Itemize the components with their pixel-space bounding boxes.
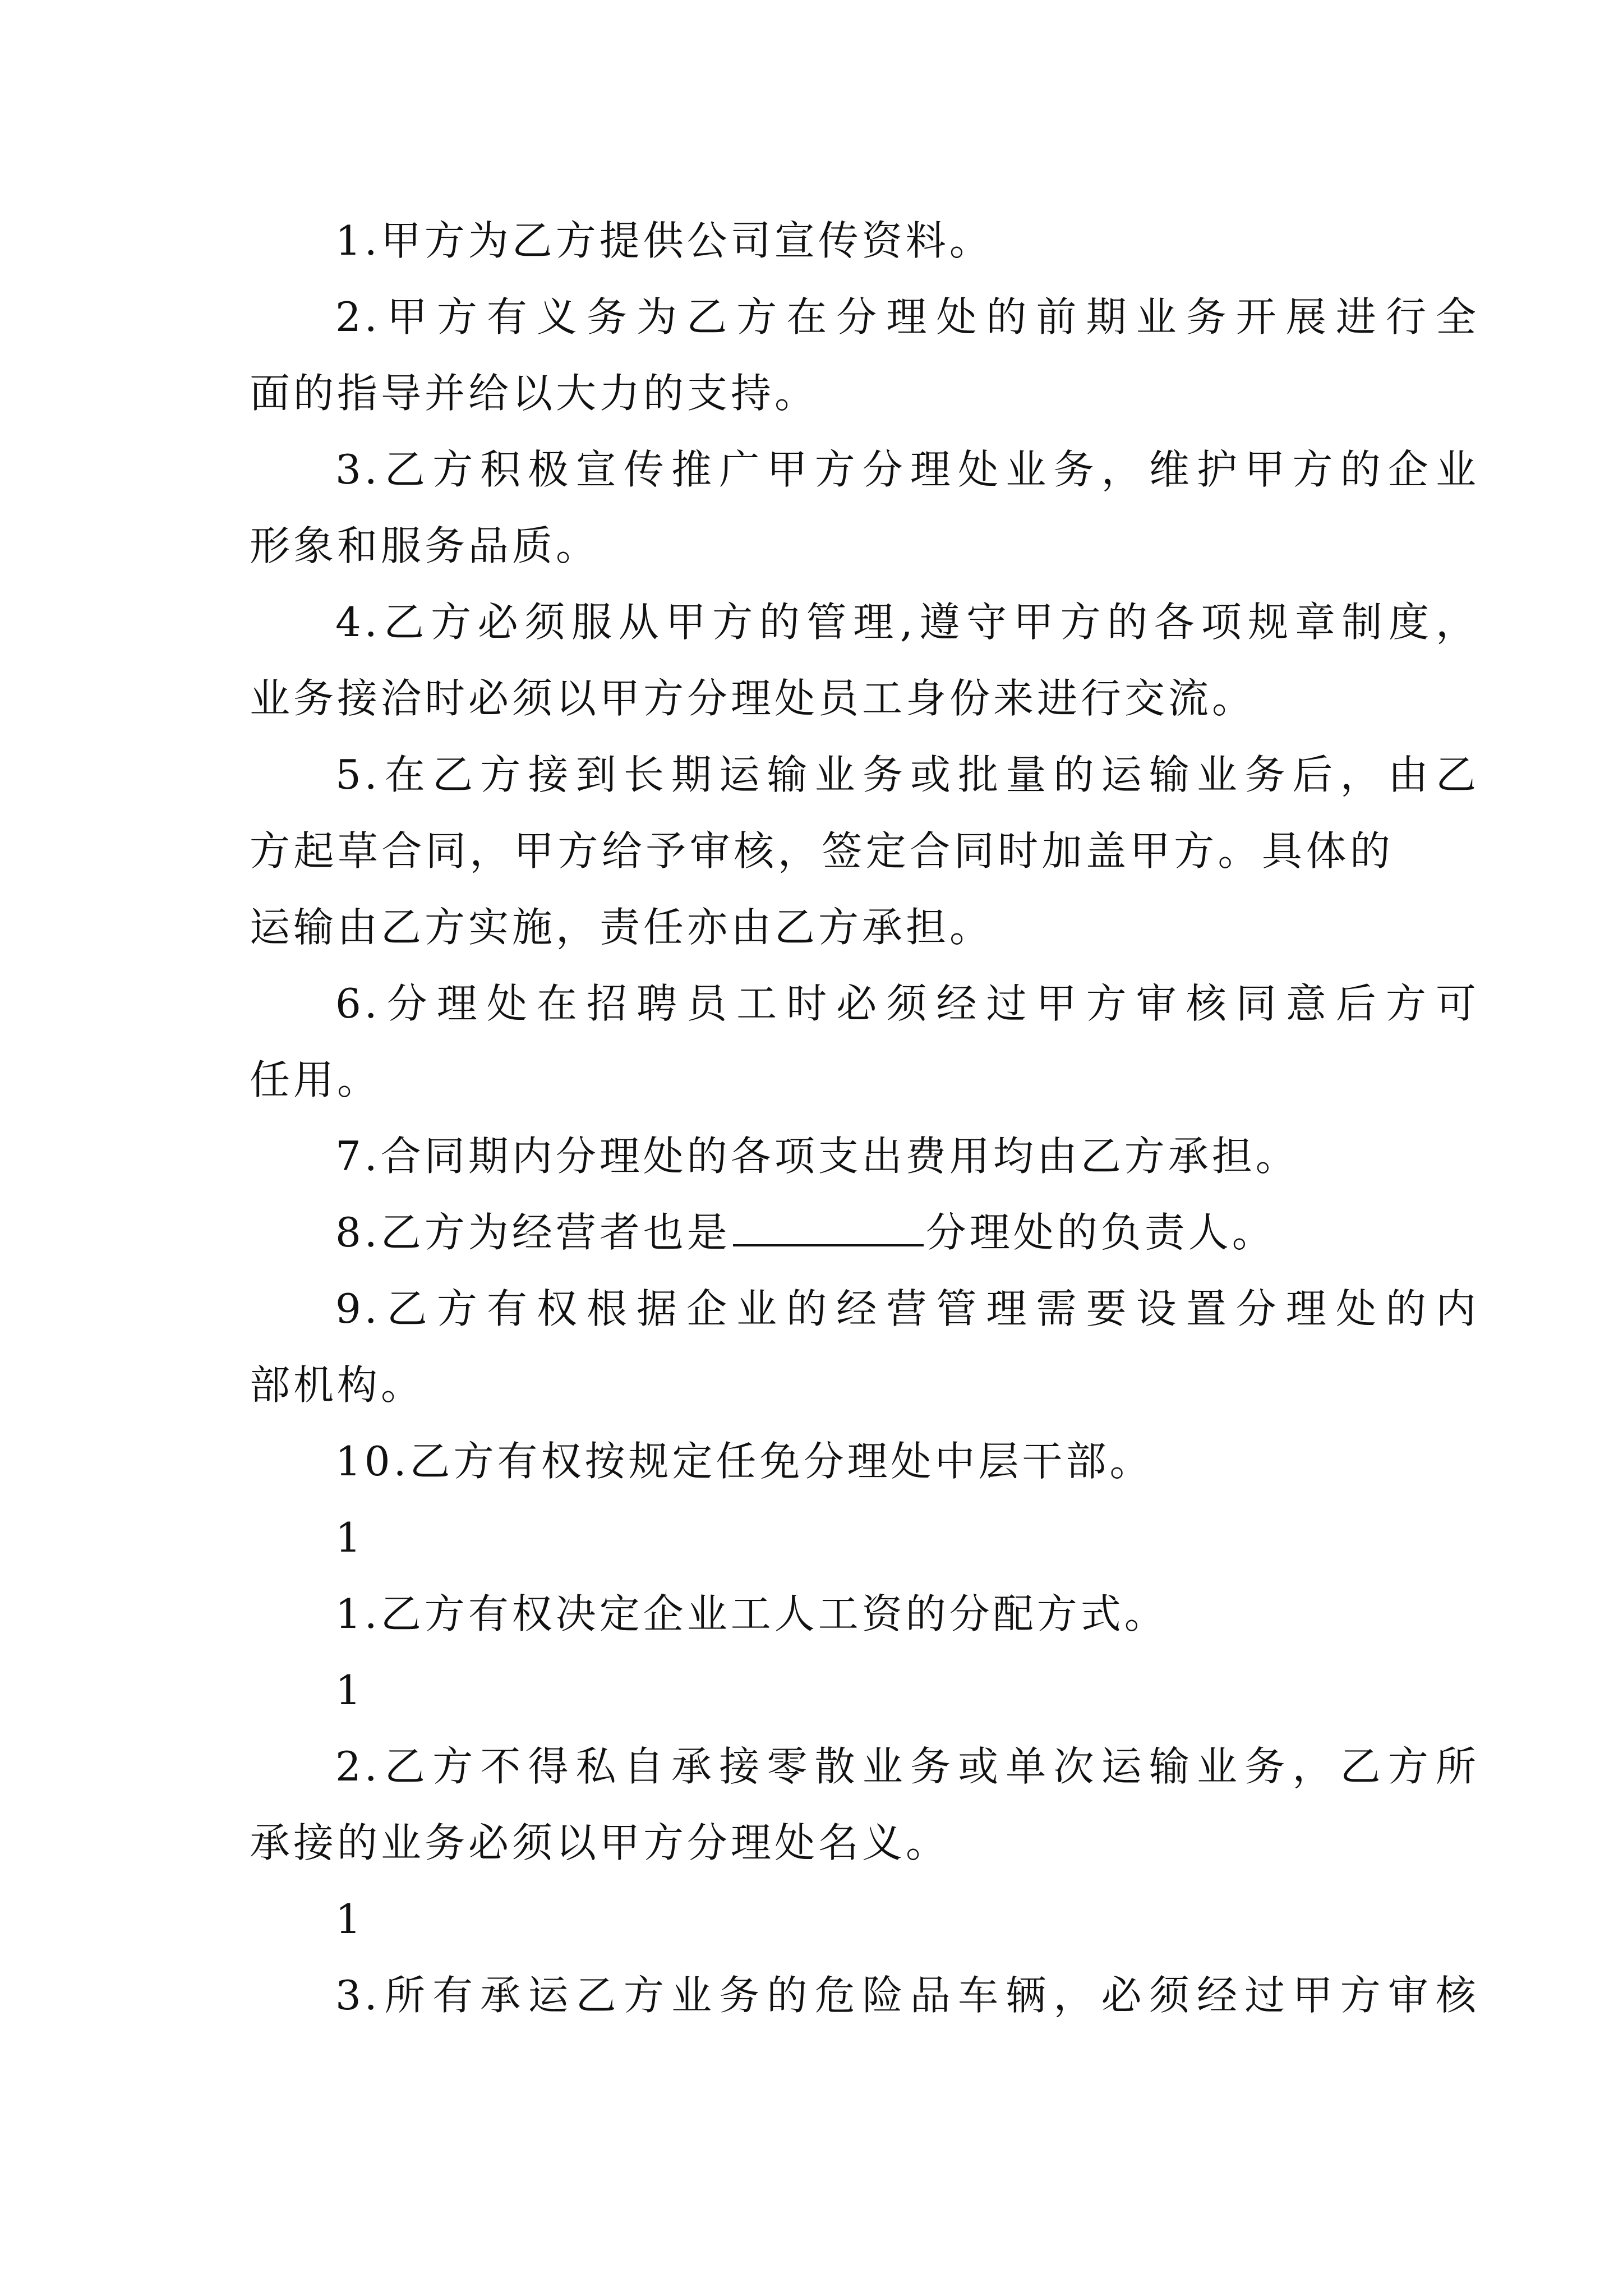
clause-4-line-1: 4.乙方必须服从甲方的管理,遵守甲方的各项规章制度， bbox=[335, 599, 1479, 646]
clause-5-line-1: 5.在乙方接到长期运输业务或批量的运输业务后，由乙 bbox=[335, 751, 1479, 798]
clause-1: 1.甲方为乙方提供公司宣传资料。 bbox=[335, 217, 993, 264]
clause-3-line-1: 3.乙方积极宣传推广甲方分理处业务，维护甲方的企业 bbox=[335, 446, 1479, 493]
clause-10: 10.乙方有权按规定任免分理处中层干部。 bbox=[335, 1438, 1154, 1485]
clause-11: 1.乙方有权决定企业工人工资的分配方式。 bbox=[335, 1590, 1168, 1637]
clause-6-line-1: 6.分理处在招聘员工时必须经过甲方审核同意后方可 bbox=[335, 980, 1479, 1027]
clause-13-line-1: 3.所有承运乙方业务的危险品车辆，必须经过甲方审核 bbox=[335, 1972, 1479, 2019]
clause-6-line-2: 任用。 bbox=[250, 1056, 381, 1103]
page-fragment-3: 1 bbox=[335, 1895, 365, 1943]
clause-12-line-2: 承接的业务必须以甲方分理处名义。 bbox=[250, 1819, 950, 1866]
fill-in-blank bbox=[733, 1212, 924, 1246]
clause-2-line-2: 面的指导并给以大力的支持。 bbox=[250, 370, 819, 417]
clause-3-line-2: 形象和服务品质。 bbox=[250, 522, 600, 569]
clause-9-line-2: 部机构。 bbox=[250, 1361, 425, 1409]
clause-5-line-3: 运输由乙方实施，责任亦由乙方承担。 bbox=[250, 904, 994, 951]
clause-12-line-1: 2.乙方不得私自承接零散业务或单次运输业务，乙方所 bbox=[335, 1743, 1479, 1790]
clause-2-line-1: 2.甲方有义务为乙方在分理处的前期业务开展进行全 bbox=[335, 293, 1479, 341]
clause-7: 7.合同期内分理处的各项支出费用均由乙方承担。 bbox=[335, 1133, 1299, 1180]
clause-8 bbox=[335, 1202, 1479, 1263]
clause-8-after-blank: 分理处的负责人。 bbox=[925, 1209, 1276, 1256]
page-fragment-1: 1 bbox=[335, 1514, 365, 1561]
clause-5-line-2: 方起草合同，甲方给予审核，签定合同时加盖甲方。具体的 bbox=[250, 827, 1394, 875]
clause-4-line-2: 业务接洽时必须以甲方分理处员工身份来进行交流。 bbox=[250, 675, 1256, 722]
page-fragment-2: 1 bbox=[335, 1667, 365, 1714]
clause-8-before-blank: 8.乙方为经营者也是 bbox=[335, 1209, 731, 1256]
clause-9-line-1: 9.乙方有权根据企业的经营管理需要设置分理处的内 bbox=[335, 1285, 1479, 1332]
